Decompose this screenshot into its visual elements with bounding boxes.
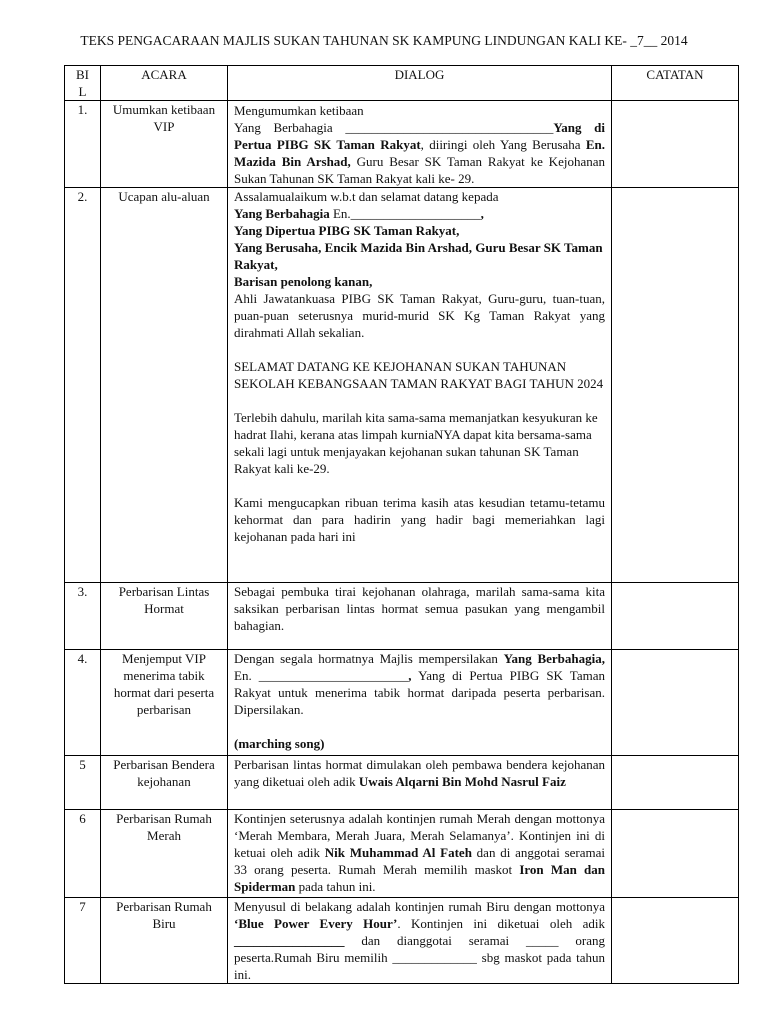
table-header-row	[65, 66, 739, 101]
table-row	[65, 898, 739, 984]
dialog-bold: ,	[480, 206, 484, 221]
row-number: 2.	[65, 188, 101, 583]
dialog-bold: Yang di Pertua PIBG SK Taman Rakyat	[234, 120, 605, 152]
table-row	[65, 101, 739, 188]
dialog-bold: Yang Berbahagia	[234, 206, 330, 221]
dialog-text	[234, 735, 605, 752]
header-bil: BI L	[65, 66, 101, 101]
dialog-text: Menyusul di belakang adalah kontinjen rumah Biru dengan mottonya	[234, 899, 605, 914]
dialog-cell	[228, 101, 612, 188]
dialog-bold: Yang Berbahagia,	[503, 651, 605, 666]
dialog-text	[234, 273, 605, 290]
dialog-bold: ‘Blue Power Every Hour’	[234, 916, 398, 931]
dialog-text: Dengan segala hormatnya Majlis mempersilakan	[234, 651, 504, 666]
row-number: 5	[65, 756, 101, 810]
dialog-text: Assalamualaikum w.b.t dan selamat datang kepada	[234, 189, 499, 204]
dialog-text: Mengumumkan ketibaan	[234, 103, 364, 118]
dialog-bold: Iron Man dan Spiderman	[234, 862, 605, 894]
document-title: TEKS PENGACARAAN MAJLIS SUKAN TAHUNAN SK KAMPUNG LINDUNGAN KALI KE- _7__ 2014	[80, 33, 688, 48]
dialog-text	[234, 810, 605, 895]
dialog-text	[234, 756, 605, 790]
dialog-bold: En. Mazida Bin Arshad,	[234, 137, 606, 169]
catatan-cell	[612, 898, 739, 984]
dialog-text: dan dianggotai seramai _____ orang peserta.Rumah Biru memilih _____________ sbg maskot pada tahun ini.	[234, 933, 605, 982]
dialog-cell	[228, 188, 612, 583]
acara-cell: Menjemput VIP menerima tabik hormat dari peserta perbarisan	[101, 650, 228, 756]
table-row	[65, 583, 739, 650]
row-number: 1.	[65, 101, 101, 188]
catatan-cell	[612, 583, 739, 650]
dialog-text: , diiringi oleh Yang Berusaha	[420, 137, 586, 152]
dialog-text: Yang di Pertua PIBG SK Taman Rakyat untuk menerima tabik hormat daripada peserta perbarisan. Dipersilakan.	[234, 668, 605, 717]
dialog-text: pada tahun ini.	[295, 879, 376, 894]
row-number: 6	[65, 810, 101, 898]
catatan-cell	[612, 756, 739, 810]
dialog-text: Perbarisan lintas hormat dimulakan oleh pembawa bendera kejohanan yang diketuai oleh adik	[234, 757, 605, 789]
header-acara: ACARA	[101, 66, 228, 101]
catatan-cell	[612, 810, 739, 898]
dialog-text	[234, 222, 605, 239]
acara-cell: Umumkan ketibaan VIP	[101, 101, 228, 188]
dialog-heading: SELAMAT DATANG KE KEJOHANAN SUKAN TAHUNAN SEKOLAH KEBANGSAAN TAMAN RAKYAT BAGI TAHUN 2024	[234, 359, 604, 391]
acara-cell: Perbarisan Lintas Hormat	[101, 583, 228, 650]
dialog-bold: Barisan penolong kanan,	[234, 274, 373, 289]
dialog-bold: ,	[408, 668, 412, 683]
dialog-text: . Kontinjen ini diketuai oleh adik	[397, 916, 605, 931]
dialog-cell	[228, 756, 612, 810]
dialog-text: Kontinjen seterusnya adalah kontinjen rumah Merah dengan mottonya ‘Merah Membara, Merah Juara, Merah Selamanya’. Kontinjen ini di ketuai oleh adik	[234, 811, 605, 860]
table-row	[65, 188, 739, 583]
dialog-text: Yang Berbahagia ________________________________	[234, 120, 554, 135]
dialog-text	[234, 650, 605, 718]
dialog-cell	[228, 898, 612, 984]
dialog-text: Guru Besar SK Taman Rakyat ke Kejohanan Sukan Tahunan SK Taman Rakyat kali ke- 29.	[234, 154, 605, 186]
catatan-cell	[612, 650, 739, 756]
programme-table	[64, 65, 739, 984]
dialog-text	[234, 205, 605, 222]
row-number: 7	[65, 898, 101, 984]
dialog-cell	[228, 810, 612, 898]
header-catatan: CATATAN	[612, 66, 739, 101]
row-number: 4.	[65, 650, 101, 756]
dialog-text: Sebagai pembuka tirai kejohanan olahraga, marilah sama-sama kita saksikan perbarisan lintas hormat semua pasukan yang mengambil bahagian.	[234, 584, 605, 633]
dialog-bold: Uwais Alqarni Bin Mohd Nasrul Faiz	[358, 774, 566, 789]
dialog-bold: Yang Berusaha, Encik Mazida Bin Arshad, Guru Besar SK Taman Rakyat,	[234, 240, 603, 272]
table-row	[65, 756, 739, 810]
dialog-cell	[228, 583, 612, 650]
dialog-text: Terlebih dahulu, marilah kita sama-sama memanjatkan kesyukuran ke hadrat Ilahi, kerana atas limpah kurniaNYA dapat kita bersama-sama sekali lagi untuk menjayakan kejohanan sukan tahunan SK Taman Rakyat kali ke-29.	[234, 410, 598, 476]
dialog-bold: Nik Muhammad Al Fateh	[324, 845, 472, 860]
dialog-text	[234, 119, 605, 187]
acara-cell: Perbarisan Rumah Merah	[101, 810, 228, 898]
dialog-cell	[228, 650, 612, 756]
dialog-text: En. _______________________	[234, 668, 409, 683]
acara-cell: Perbarisan Rumah Biru	[101, 898, 228, 984]
dialog-text: Ahli Jawatankuasa PIBG SK Taman Rakyat, Guru-guru, tuan-tuan, puan-puan seterusnya murid-murid SK Kg Taman Rakyat yang dirahmati Allah sekalian.	[234, 291, 605, 340]
table-row	[65, 810, 739, 898]
row-number: 3.	[65, 583, 101, 650]
catatan-cell	[612, 101, 739, 188]
dialog-text	[234, 239, 605, 273]
dialog-bold: _________________	[234, 933, 345, 948]
table-row	[65, 650, 739, 756]
dialog-bold: Yang Dipertua PIBG SK Taman Rakyat,	[234, 223, 460, 238]
acara-cell: Perbarisan Bendera kejohanan	[101, 756, 228, 810]
dialog-text: dan di anggotai seramai 33 orang peserta. Rumah Merah memilih maskot	[234, 845, 605, 877]
catatan-cell	[612, 188, 739, 583]
dialog-text: En.____________________	[329, 206, 481, 221]
dialog-text: Kami mengucapkan ribuan terima kasih atas kesudian tetamu-tetamu kehormat dan para hadirin yang hadir bagi memeriahkan lagi kejohanan pada hari ini	[234, 495, 605, 544]
dialog-text	[234, 898, 605, 983]
acara-cell: Ucapan alu-aluan	[101, 188, 228, 583]
header-dialog: DIALOG	[228, 66, 612, 101]
dialog-bold: (marching song)	[234, 736, 325, 751]
